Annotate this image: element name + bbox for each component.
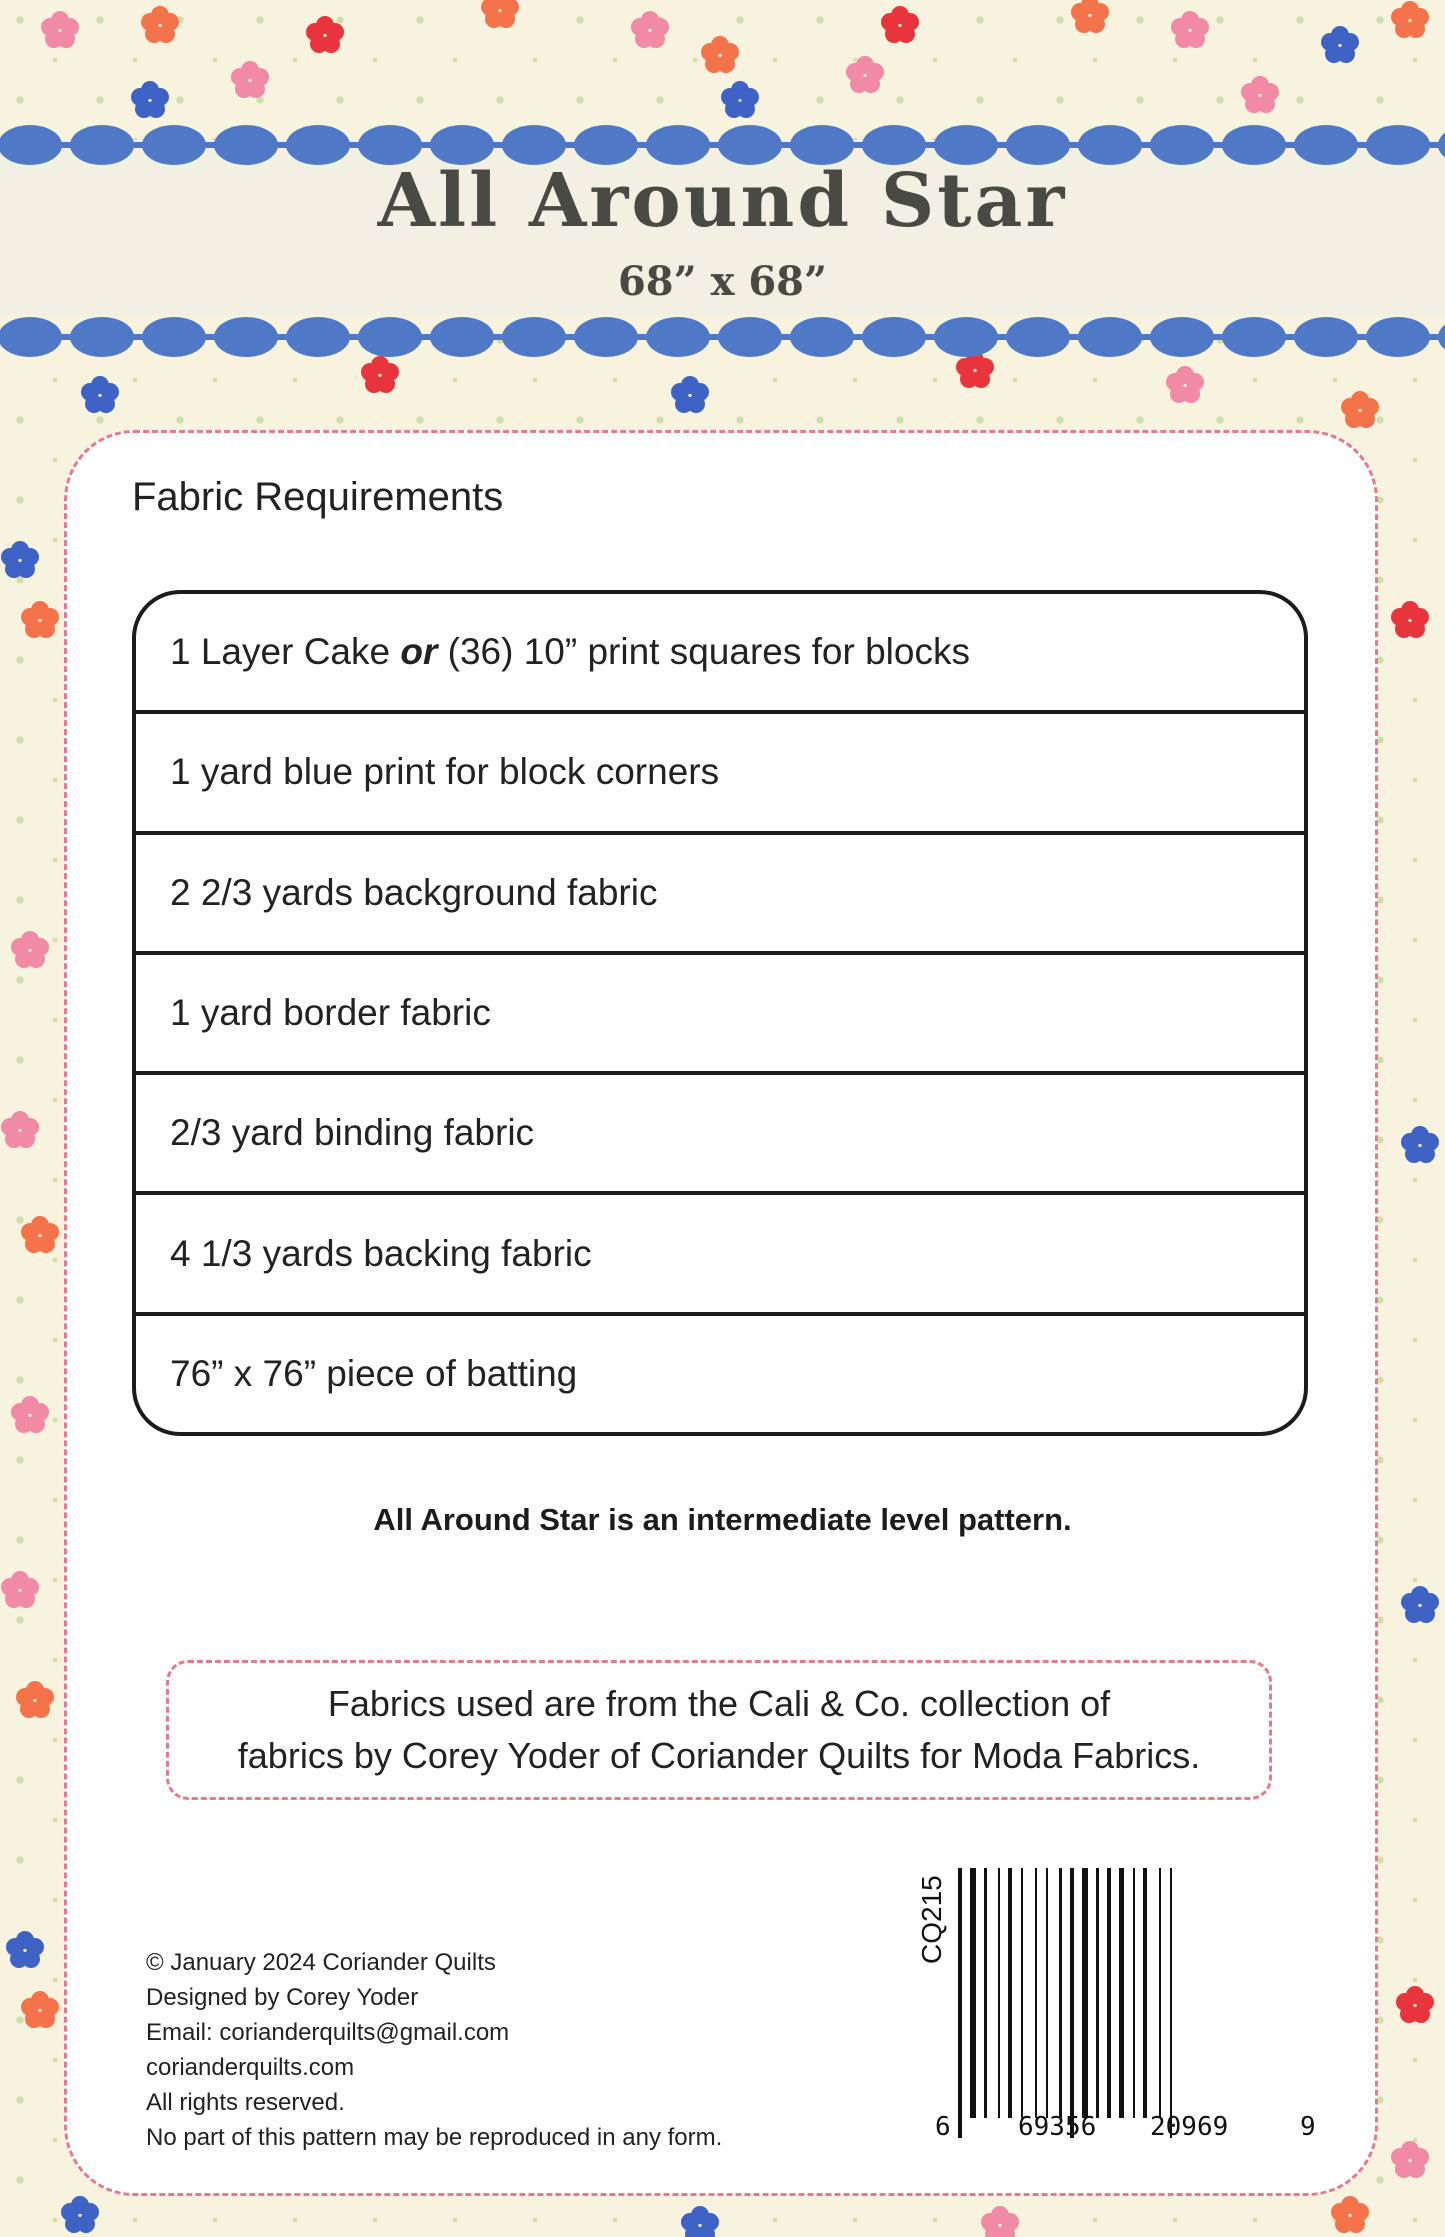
website: corianderquilts.com — [146, 2054, 355, 2081]
flower-cluster-bottom — [61, 2196, 1369, 2237]
scallop-trim-bottom — [0, 312, 1445, 362]
email: Email: corianderquilts@gmail.com — [146, 2019, 510, 2046]
scallop — [0, 317, 62, 357]
scallop — [1294, 317, 1358, 357]
requirement-emphasis: or — [400, 631, 438, 673]
barcode-bar — [970, 1868, 976, 2118]
barcode-bar — [1008, 1868, 1012, 2118]
barcode-bar — [1159, 1868, 1161, 2118]
skill-level-note: All Around Star is an intermediate level pattern. — [373, 1502, 1072, 1537]
fabrics-note-box — [166, 1660, 1272, 1800]
scallop — [862, 317, 926, 357]
barcode-group-2: 20969 — [1150, 2112, 1229, 2142]
barcode-bar — [984, 1868, 987, 2118]
requirements-heading: Fabric Requirements — [132, 475, 504, 519]
scallop — [1222, 317, 1286, 357]
barcode-bar — [1046, 1868, 1048, 2118]
barcode-bar — [958, 1868, 962, 2138]
scallop — [646, 317, 710, 357]
barcode-group-1: 69356 — [1018, 2112, 1097, 2142]
scallop — [1006, 317, 1070, 357]
scallop — [214, 317, 278, 357]
fabrics-note-line: Fabrics used are from the Cali & Co. collection of — [327, 1683, 1111, 1724]
barcode-bar — [1107, 1868, 1111, 2118]
quilt-size: 68” x 68” — [617, 258, 828, 305]
barcode-bar — [1119, 1868, 1124, 2118]
flower-cluster-mid — [81, 351, 1379, 428]
rights: All rights reserved. — [146, 2089, 345, 2116]
requirements-table — [132, 590, 1308, 1436]
barcode-bar — [1096, 1868, 1099, 2118]
barcode-bar — [1070, 1868, 1074, 2138]
scallop — [1078, 317, 1142, 357]
requirement-row: 4 1/3 yards backing fabric — [136, 1195, 1304, 1315]
flower-cluster-top — [41, 0, 1429, 118]
barcode-bar — [1059, 1868, 1062, 2118]
barcode-bar — [1133, 1868, 1135, 2118]
barcode-bar — [1170, 1868, 1172, 2138]
reproduction-notice: No part of this pattern may be reproduced in any form. — [146, 2124, 723, 2151]
requirement-text: (36) 10” print squares for blocks — [437, 631, 970, 673]
scallop — [358, 317, 422, 357]
scallop — [502, 317, 566, 357]
scallop — [430, 317, 494, 357]
scallop — [574, 317, 638, 357]
barcode-bar — [998, 1868, 1000, 2118]
requirement-row: 2/3 yard binding fabric — [136, 1075, 1304, 1195]
copyright: © January 2024 Coriander Quilts — [146, 1949, 496, 1976]
scallop — [1438, 317, 1445, 357]
pattern-title: All Around Star — [377, 158, 1068, 244]
requirement-text: 1 Layer Cake — [170, 631, 401, 673]
scallop — [142, 317, 206, 357]
barcode-digit-left: 6 — [935, 2112, 951, 2142]
barcode-digit-right: 9 — [1300, 2112, 1316, 2142]
scallop — [718, 317, 782, 357]
barcode-bar — [1035, 1868, 1037, 2118]
requirement-row: 1 yard border fabric — [136, 955, 1304, 1075]
scallop — [1150, 317, 1214, 357]
scallop — [1366, 317, 1430, 357]
requirement-row: 2 2/3 yards background fabric — [136, 835, 1304, 955]
pattern-code: CQ215 — [916, 1875, 947, 1965]
barcode — [918, 1862, 1318, 2152]
footer-credits — [146, 1945, 722, 2155]
barcode-bar — [1143, 1868, 1147, 2118]
scallop — [934, 317, 998, 357]
requirement-row: 1 yard blue print for block corners — [136, 714, 1304, 834]
designer: Designed by Corey Yoder — [146, 1984, 419, 2011]
scallop — [70, 317, 134, 357]
requirement-row: 76” x 76” piece of batting — [170, 1352, 578, 1394]
barcode-bar — [1021, 1868, 1023, 2118]
requirement-row — [136, 594, 1304, 714]
scallop — [790, 317, 854, 357]
scallop — [286, 317, 350, 357]
barcode-bar — [1082, 1868, 1088, 2118]
fabrics-note-line: fabrics by Corey Yoder of Coriander Quilts for Moda Fabrics. — [237, 1735, 1201, 1776]
